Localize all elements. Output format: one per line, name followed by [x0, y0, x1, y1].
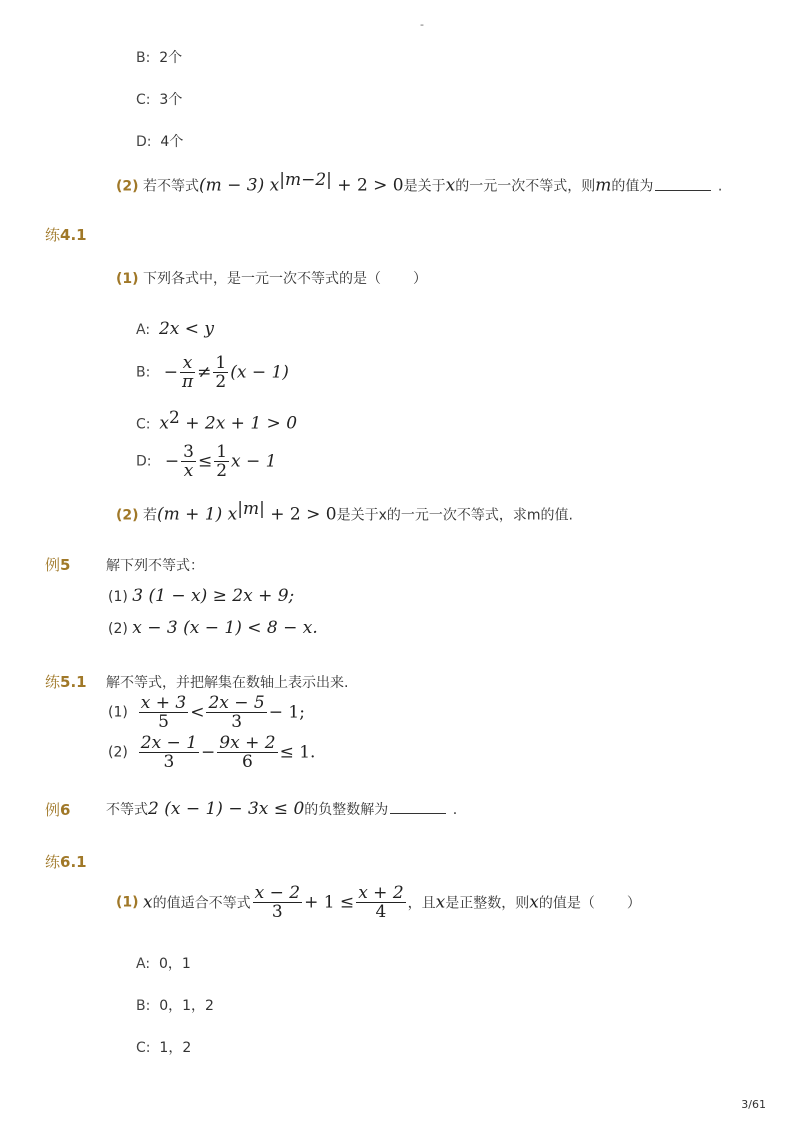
math-var: m	[595, 175, 612, 196]
fraction: $\frac{x}{\pi}$	[181, 353, 194, 392]
fraction: $\frac{2x - 1}{3}$	[140, 733, 198, 772]
math-expr: − 1;	[268, 702, 305, 723]
question-number: (1)	[116, 271, 139, 287]
answer-blank[interactable]	[390, 801, 446, 814]
option-text: 1，2	[159, 1040, 192, 1056]
option-text: 0，1	[158, 956, 191, 972]
question-text: 的负整数解为	[304, 802, 389, 818]
math-expr: x − 3 (x − 1) < 8 − x.	[132, 618, 318, 638]
math-expr: (m + 1) x	[157, 504, 238, 525]
option-c[interactable]	[136, 1037, 191, 1057]
problem-5-1-1	[108, 694, 305, 731]
question-text: 若	[143, 507, 157, 524]
math-expr: 2 (x − 1) − 3x ≤ 0	[148, 799, 305, 819]
problem-number: (2)	[108, 621, 128, 637]
option-letter: C:	[136, 416, 151, 433]
math-var: x	[529, 892, 539, 913]
question-4-1-2	[116, 499, 573, 525]
option-d[interactable]	[136, 131, 183, 151]
option-letter: C:	[136, 1040, 151, 1056]
section-label-5: 例5	[45, 556, 71, 574]
option-letter: B:	[136, 998, 151, 1014]
section-title: 解下列不等式：	[106, 558, 204, 574]
math-expr: 2x < y	[158, 319, 215, 339]
problem-number: (2)	[108, 744, 128, 761]
math-expr: + 2 > 0	[264, 504, 337, 525]
section-title: 解不等式，并把解集在数轴上表示出来.	[106, 675, 349, 691]
option-a[interactable]	[136, 953, 191, 973]
math-expr: (x − 1)	[230, 362, 289, 383]
header-mark: -	[420, 18, 424, 31]
option-c[interactable]	[136, 408, 297, 434]
math-exponent: |m|	[237, 499, 265, 519]
problem-number: (1)	[108, 704, 128, 721]
option-letter: A:	[136, 956, 151, 972]
math-op: −	[201, 742, 216, 763]
math-op: −	[164, 451, 180, 472]
option-text: 0，1，2	[159, 998, 214, 1014]
fraction: $\frac{2x - 5}{3}$	[208, 693, 265, 732]
option-c[interactable]	[136, 89, 182, 109]
page-number: 3/61	[741, 1098, 766, 1111]
fraction: $\frac{3}{x}$	[183, 442, 194, 481]
fraction: $\frac{1}{2}$	[215, 353, 227, 392]
question-number: (2)	[116, 178, 139, 195]
math-expr: + 2 > 0	[331, 175, 404, 196]
problem-5-1-2	[108, 734, 315, 771]
problem-6	[106, 799, 457, 819]
math-expr: x − 1	[231, 451, 277, 472]
math-expr: (m − 3) x	[199, 175, 280, 196]
option-b[interactable]	[136, 995, 214, 1015]
fraction: $\frac{1}{2}$	[216, 442, 228, 481]
question-text: 的值为	[611, 178, 654, 195]
section-label-6-1: 练6.1	[45, 853, 87, 871]
question-text: 下列各式中，是一元一次不等式的是（	[143, 271, 381, 287]
option-letter: B:	[136, 50, 151, 66]
answer-blank[interactable]	[655, 178, 711, 191]
question-text: 的值是（	[538, 895, 595, 912]
question-text: ，且	[407, 895, 436, 912]
math-op: ≠	[197, 362, 212, 383]
math-expr: + 2x + 1 > 0	[179, 413, 298, 434]
option-b[interactable]	[136, 354, 289, 391]
question-text: 的值适合不等式	[152, 895, 251, 912]
question-2a	[116, 170, 722, 196]
math-expr: 3 (1 − x) ≥ 2x + 9;	[132, 586, 295, 606]
section-label-5-1: 练5.1	[45, 673, 87, 691]
question-text: 的一元一次不等式，则	[455, 178, 596, 195]
question-text: ）	[413, 271, 427, 287]
math-expr: x	[159, 413, 169, 434]
question-text: 是关于x的一元一次不等式，求m的值.	[336, 507, 573, 524]
option-text: 2个	[159, 50, 183, 66]
math-var: x	[143, 892, 153, 913]
section-label-4-1: 练4.1	[45, 226, 87, 244]
math-var: x	[445, 175, 456, 196]
section-label-6: 例6	[45, 801, 71, 819]
question-text: 不等式	[106, 802, 148, 818]
math-expr: ≤ 1.	[279, 742, 316, 763]
option-b[interactable]	[136, 47, 182, 67]
question-number: (1)	[116, 894, 139, 911]
option-d[interactable]	[136, 443, 276, 480]
question-text: .	[452, 802, 458, 818]
math-exponent: |m−2|	[279, 170, 332, 190]
option-letter: C:	[136, 92, 151, 108]
question-text: 是关于	[403, 178, 446, 195]
question-text: ）	[626, 895, 641, 912]
problem-5-2	[108, 618, 318, 638]
question-text: 是正整数，则	[445, 895, 530, 912]
option-text: 4个	[160, 134, 184, 150]
math-var: x	[435, 892, 446, 913]
question-4-1-1	[116, 268, 427, 288]
math-expr: + 1 ≤	[304, 892, 355, 913]
question-6-1-1	[116, 884, 641, 921]
question-number: (2)	[116, 507, 139, 524]
option-text: 3个	[159, 92, 183, 108]
fraction: $\frac{x + 2}{4}$	[358, 883, 404, 922]
option-letter: B:	[136, 364, 151, 381]
math-op: ≤	[197, 451, 213, 472]
option-letter: D:	[136, 453, 152, 470]
math-exponent: 2	[169, 408, 180, 428]
problem-number: (1)	[108, 589, 128, 605]
fraction: $\frac{9x + 2}{6}$	[219, 733, 276, 772]
math-op: <	[190, 702, 205, 723]
question-text: 若不等式	[143, 178, 199, 195]
problem-5-1	[108, 586, 294, 606]
fraction: $\frac{x + 3}{5}$	[140, 693, 187, 732]
math-op: −	[163, 362, 178, 383]
fraction: $\frac{x - 2}{3}$	[254, 883, 301, 922]
option-a[interactable]	[136, 319, 214, 339]
option-letter: D:	[136, 134, 152, 150]
question-text: .	[717, 178, 723, 195]
option-letter: A:	[136, 322, 151, 338]
